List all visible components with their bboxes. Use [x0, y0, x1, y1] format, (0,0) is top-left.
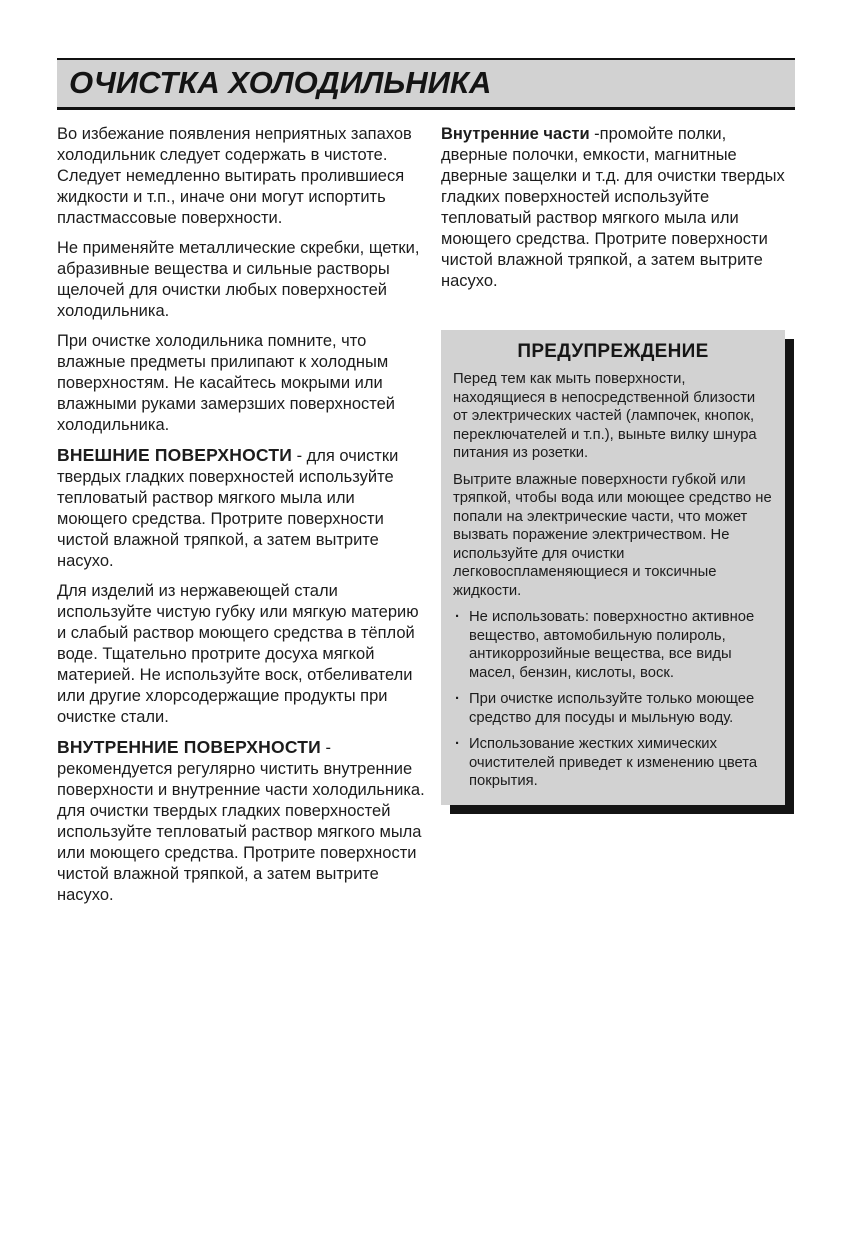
warning-paragraph: Перед тем как мыть поверхности, находящиеся в непосредственной близости от электрических частей (лампочек, кнопок, переключателей и т.п.), выньте вилку шнура питания из розетки. [453, 371, 757, 461]
bullet-dot-icon: · [455, 691, 460, 707]
paragraph: Не применяйте металлические скребки, щетки, абразивные вещества и сильные растворы щелочей для очистки любых поверхностей холодильника. [57, 239, 420, 320]
paragraph-external-surfaces [57, 445, 429, 572]
paragraph-text: -промойте полки, дверные полочки, емкости, магнитные дверные защелки и т.д. для очистки твердых гладких поверхностей используйте тепловатый раствор мягкого мыла или моющего средства. Протрите поверхности чистой влажной тряпкой, а затем вытрите насухо. [441, 125, 785, 290]
inline-heading-internal-surfaces: ВНУТРЕННИЕ ПОВЕРХНОСТИ [57, 737, 321, 757]
paragraph-internal-surfaces [57, 737, 429, 906]
warning-bullet-text: Использование жестких химических очистителей приведет к изменению цвета покрытия. [469, 736, 758, 789]
warning-paragraph: Вытрите влажные поверхности губкой или тряпкой, чтобы вода или моющее средство не попали на электрические части, что может вызвать поражение электричеством. Не используйте для очистки легковоспламеняющиеся и токсичные жидкости. [453, 471, 772, 599]
warning-bullet-item [453, 735, 773, 791]
warning-title: ПРЕДУПРЕЖДЕНИЕ [517, 341, 709, 362]
bullet-dot-icon: · [455, 736, 460, 752]
right-column [441, 124, 795, 915]
inline-heading-external-surfaces: ВНЕШНИЕ ПОВЕРХНОСТИ [57, 445, 292, 465]
paragraph-internal-parts [441, 124, 795, 292]
warning-box [441, 330, 785, 805]
page-content [57, 58, 795, 915]
warning-bullet-text: При очистке используйте только моющее средство для посуды и мыльную воду. [469, 691, 755, 726]
paragraph-text: - рекомендуется регулярно чистить внутренние поверхности и внутренние части холодильника. для очистки твердых гладких поверхностей используйте тепловатый раствор мягкого мыла или моющего средства. Протрите поверхности чистой влажной тряпкой, а затем вытрите насухо. [57, 739, 425, 904]
paragraph: Во избежание появления неприятных запахов холодильник следует содержать в чистоте. Следует немедленно вытирать пролившиеся жидкости и т.п., иначе они могут испортить пластмассовые поверхности. [57, 125, 412, 227]
warning-bullet-text: Не использовать: поверхностно активное вещество, автомобильную полироль, антикоррозийные вещества, все виды масел, бензин, кислоты, воск. [469, 609, 755, 681]
two-column-layout [57, 124, 795, 915]
paragraph-text: - для очистки твердых гладких поверхностей используйте тепловатый раствор мягкого мыла или моющего средства. Протрите поверхности чистой влажной тряпкой, а затем вытрите насухо. [57, 447, 399, 570]
bullet-dot-icon: · [455, 609, 460, 625]
left-column [57, 124, 429, 915]
page-title: ОЧИСТКА ХОЛОДИЛЬНИКА [69, 64, 492, 100]
paragraph: При очистке холодильника помните, что влажные предметы прилипают к холодным поверхностям. Не касайтесь мокрыми или влажными руками замерзших поверхностей холодильника. [57, 332, 396, 434]
warning-bullet-item [453, 608, 773, 682]
inline-heading-internal-parts: Внутренние части [441, 125, 590, 143]
section-header-bar [57, 58, 795, 110]
warning-bullet-item [453, 690, 773, 727]
paragraph: Для изделий из нержавеющей стали используйте чистую губку или мягкую материю и слабый раствор моющего средства в тёплой воде. Тщательно протрите досуха мягкой материей. Не используйте воск, отбеливатели или другие хлорсодержащие продукты при очистке стали. [57, 582, 419, 726]
